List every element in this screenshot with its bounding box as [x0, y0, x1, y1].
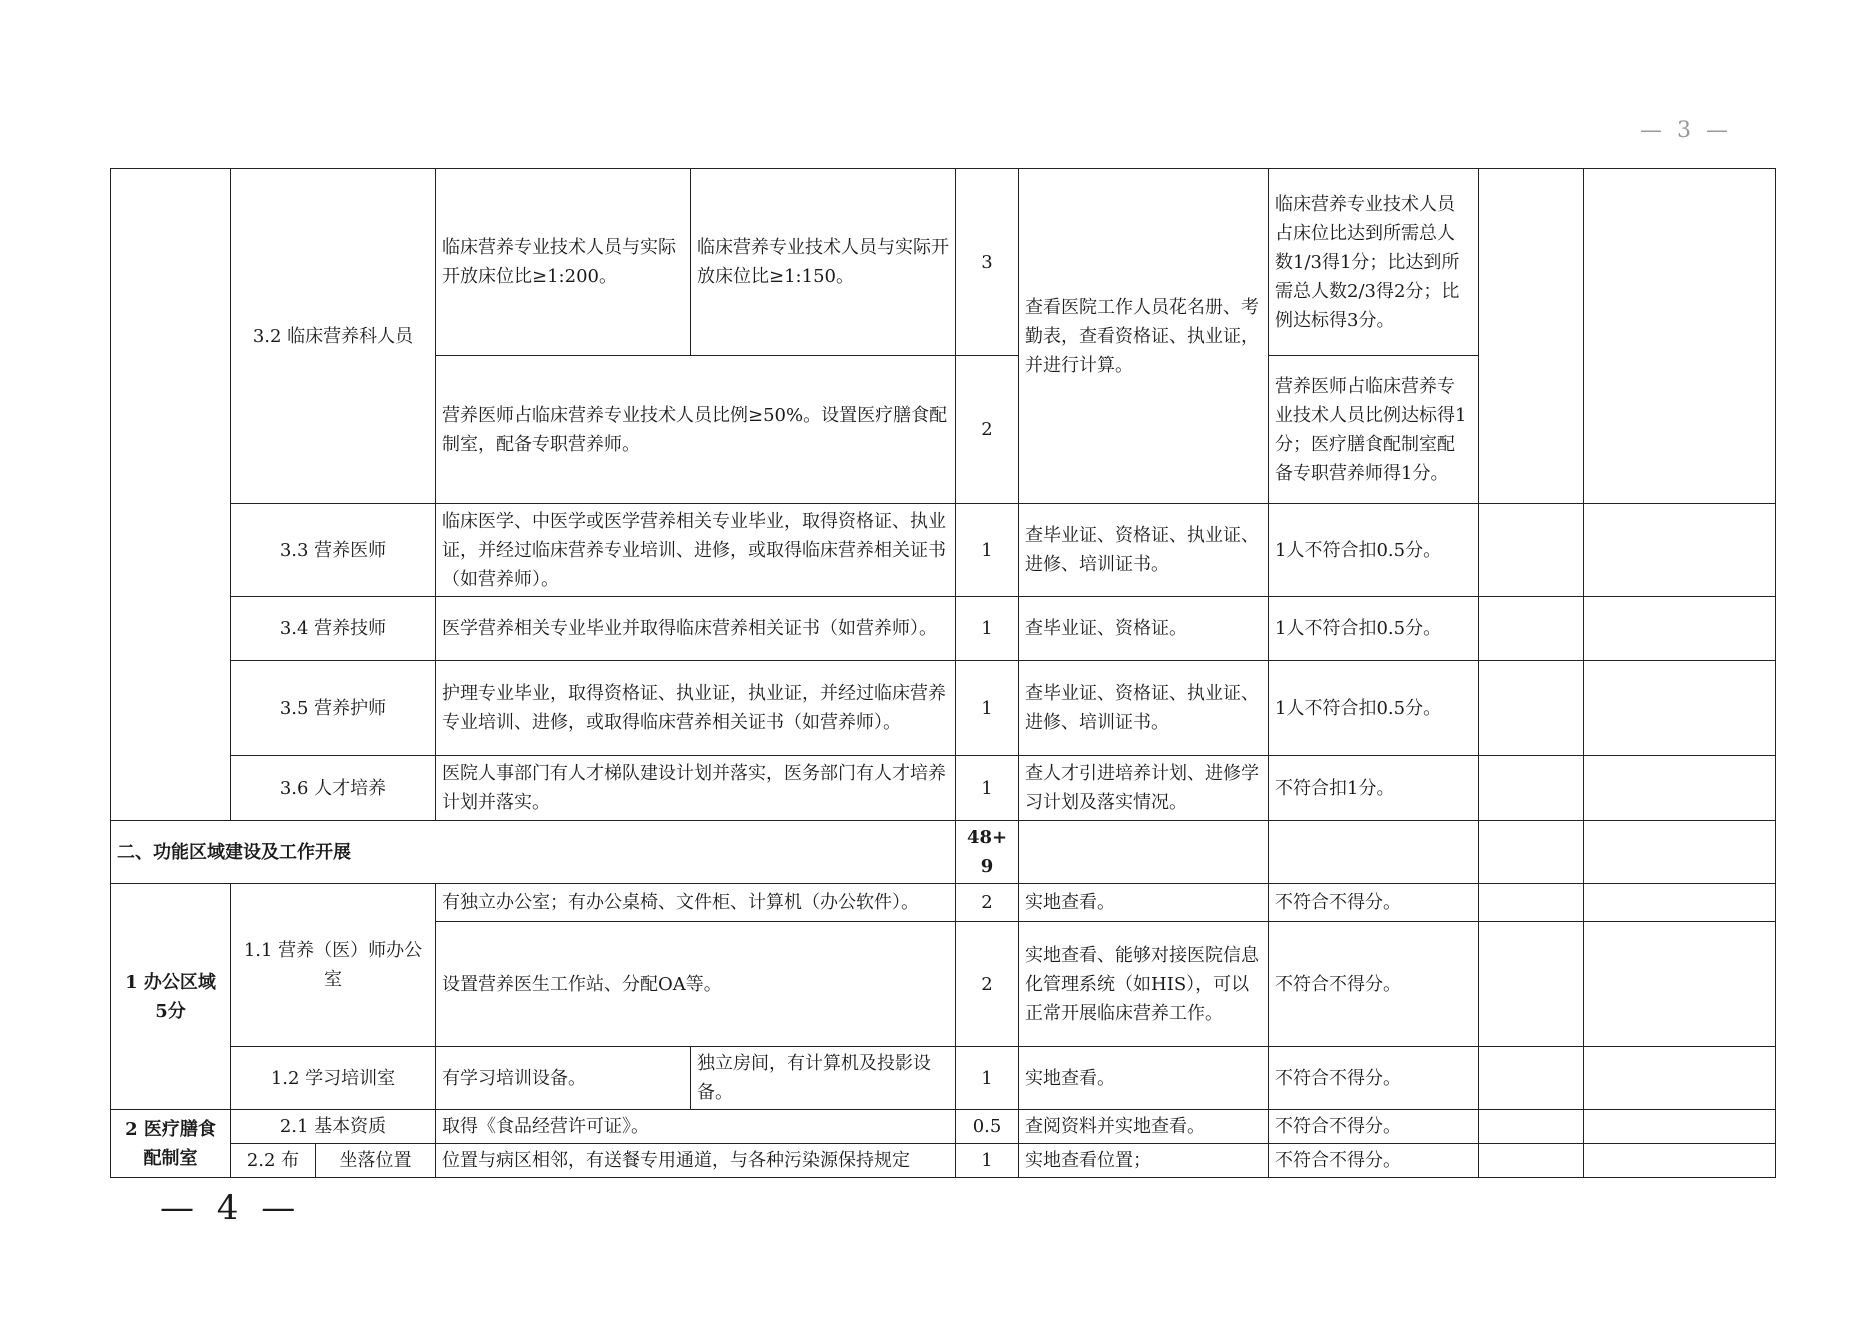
- score-cell: 1: [956, 1144, 1019, 1178]
- blank-cell: [1584, 169, 1776, 504]
- table-row: [111, 597, 1776, 661]
- top-page-mark: — 3 —: [1640, 118, 1732, 143]
- standard-cell: 营养医师占临床营养专业技术人员比例≥50%。设置医疗膳食配制室，配备专职营养师。: [436, 356, 956, 504]
- method-cell: 查毕业证、资格证、执业证、进修、培训证书。: [1019, 504, 1269, 597]
- method-cell: 查毕业证、资格证、执业证、进修、培训证书。: [1019, 661, 1269, 756]
- category-cell: 2 医疗膳食配制室: [111, 1110, 231, 1178]
- rule-cell: 不符合不得分。: [1269, 884, 1479, 922]
- rule-cell: 1人不符合扣0.5分。: [1269, 504, 1479, 597]
- blank-cell: [1584, 1047, 1776, 1110]
- method-cell: 实地查看。: [1019, 1047, 1269, 1110]
- table-row: [111, 756, 1776, 821]
- score-cell: 1: [956, 661, 1019, 756]
- score-cell: 2: [956, 922, 1019, 1047]
- rule-cell: 营养医师占临床营养专业技术人员比例达标得1分；医疗膳食配制室配备专职营养师得1分。: [1269, 356, 1479, 504]
- score-cell: 2: [956, 356, 1019, 504]
- rule-cell: 不符合扣1分。: [1269, 756, 1479, 821]
- blank-cell: [1584, 922, 1776, 1047]
- method-cell: 实地查看、能够对接医院信息化管理系统（如HIS），可以正常开展临床营养工作。: [1019, 922, 1269, 1047]
- standard-cell: 护理专业毕业，取得资格证、执业证，执业证，并经过临床营养专业培训、进修，或取得临床营养相关证书（如营养师）。: [436, 661, 956, 756]
- standard-basic-cell: 有学习培训设备。: [436, 1047, 691, 1110]
- score-cell: 1: [956, 504, 1019, 597]
- blank-cell: [1479, 597, 1584, 661]
- method-cell: 查人才引进培养计划、进修学习计划及落实情况。: [1019, 756, 1269, 821]
- item-cell: 3.5 营养护师: [231, 661, 436, 756]
- blank-cell: [1479, 884, 1584, 922]
- method-cell: 查毕业证、资格证。: [1019, 597, 1269, 661]
- standard-cell: 取得《食品经营许可证》。: [436, 1110, 956, 1144]
- score-cell: 1: [956, 756, 1019, 821]
- rule-cell: 临床营养专业技术人员占床位比达到所需总人数1/3得1分；比达到所需总人数2/3得2分；比例达标得3分。: [1269, 169, 1479, 356]
- method-cell: 查阅资料并实地查看。: [1019, 1110, 1269, 1144]
- score-cell: 2: [956, 884, 1019, 922]
- item-cell: 1.1 营养（医）师办公室: [231, 884, 436, 1047]
- blank-cell: [1479, 661, 1584, 756]
- item-cell: 3.2 临床营养科人员: [231, 169, 436, 504]
- section-header-row: [111, 821, 1776, 884]
- item-cell: 3.3 营养医师: [231, 504, 436, 597]
- method-cell: 查看医院工作人员花名册、考勤表，查看资格证、执业证，并进行计算。: [1019, 169, 1269, 504]
- method-cell: 实地查看。: [1019, 884, 1269, 922]
- standard-cell: 医院人事部门有人才梯队建设计划并落实，医务部门有人才培养计划并落实。: [436, 756, 956, 821]
- standard-cell: 位置与病区相邻，有送餐专用通道，与各种污染源保持规定: [436, 1144, 956, 1178]
- table-row: [111, 661, 1776, 756]
- item-cell: 1.2 学习培训室: [231, 1047, 436, 1110]
- table-row: [111, 884, 1776, 922]
- table-row: [111, 1110, 1776, 1144]
- table-row: [111, 1144, 1776, 1178]
- blank-cell: [1479, 1144, 1584, 1178]
- table-row: [111, 1047, 1776, 1110]
- rule-cell: 1人不符合扣0.5分。: [1269, 661, 1479, 756]
- blank-cell: [1479, 169, 1584, 504]
- standard-cell: 医学营养相关专业毕业并取得临床营养相关证书（如营养师）。: [436, 597, 956, 661]
- blank-cell: [1584, 1144, 1776, 1178]
- blank-cell: [1479, 821, 1584, 884]
- blank-cell: [1584, 661, 1776, 756]
- section-score: 48+9: [956, 821, 1019, 884]
- standard-advanced-cell: 临床营养专业技术人员与实际开放床位比≥1:150。: [691, 169, 956, 356]
- blank-cell: [1479, 1110, 1584, 1144]
- blank-cell: [1269, 821, 1479, 884]
- rule-cell: 不符合不得分。: [1269, 1144, 1479, 1178]
- table-row: [111, 504, 1776, 597]
- blank-cell: [1584, 884, 1776, 922]
- score-cell: 1: [956, 597, 1019, 661]
- standard-advanced-cell: 独立房间，有计算机及投影设备。: [691, 1047, 956, 1110]
- blank-cell: [1584, 504, 1776, 597]
- item-cell: 2.2 布: [231, 1144, 316, 1178]
- evaluation-table: [110, 168, 1776, 1178]
- blank-cell: [1479, 756, 1584, 821]
- score-cell: 3: [956, 169, 1019, 356]
- blank-cell: [1584, 756, 1776, 821]
- blank-cell: [1584, 821, 1776, 884]
- blank-cell: [1479, 504, 1584, 597]
- page-number: — 4 —: [160, 1188, 302, 1228]
- standard-cell: 临床医学、中医学或医学营养相关专业毕业，取得资格证、执业证，并经过临床营养专业培训、进修，或取得临床营养相关证书（如营养师）。: [436, 504, 956, 597]
- category-cell-blank: [111, 169, 231, 821]
- blank-cell: [1584, 1110, 1776, 1144]
- category-cell: 1 办公区域 5分: [111, 884, 231, 1110]
- item-cell: 2.1 基本资质: [231, 1110, 436, 1144]
- standard-cell: 有独立办公室；有办公桌椅、文件柜、计算机（办公软件）。: [436, 884, 956, 922]
- table-row: [111, 169, 1776, 356]
- blank-cell: [1019, 821, 1269, 884]
- rule-cell: 1人不符合扣0.5分。: [1269, 597, 1479, 661]
- score-cell: 1: [956, 1047, 1019, 1110]
- blank-cell: [1584, 597, 1776, 661]
- standard-cell: 设置营养医生工作站、分配OA等。: [436, 922, 956, 1047]
- rule-cell: 不符合不得分。: [1269, 922, 1479, 1047]
- standard-basic-cell: 临床营养专业技术人员与实际开放床位比≥1:200。: [436, 169, 691, 356]
- item-cell: 3.4 营养技师: [231, 597, 436, 661]
- method-cell: 实地查看位置；: [1019, 1144, 1269, 1178]
- subitem-cell: 坐落位置: [316, 1144, 436, 1178]
- blank-cell: [1479, 922, 1584, 1047]
- blank-cell: [1479, 1047, 1584, 1110]
- section-title: 二、功能区域建设及工作开展: [111, 821, 956, 884]
- score-cell: 0.5: [956, 1110, 1019, 1144]
- rule-cell: 不符合不得分。: [1269, 1047, 1479, 1110]
- rule-cell: 不符合不得分。: [1269, 1110, 1479, 1144]
- item-cell: 3.6 人才培养: [231, 756, 436, 821]
